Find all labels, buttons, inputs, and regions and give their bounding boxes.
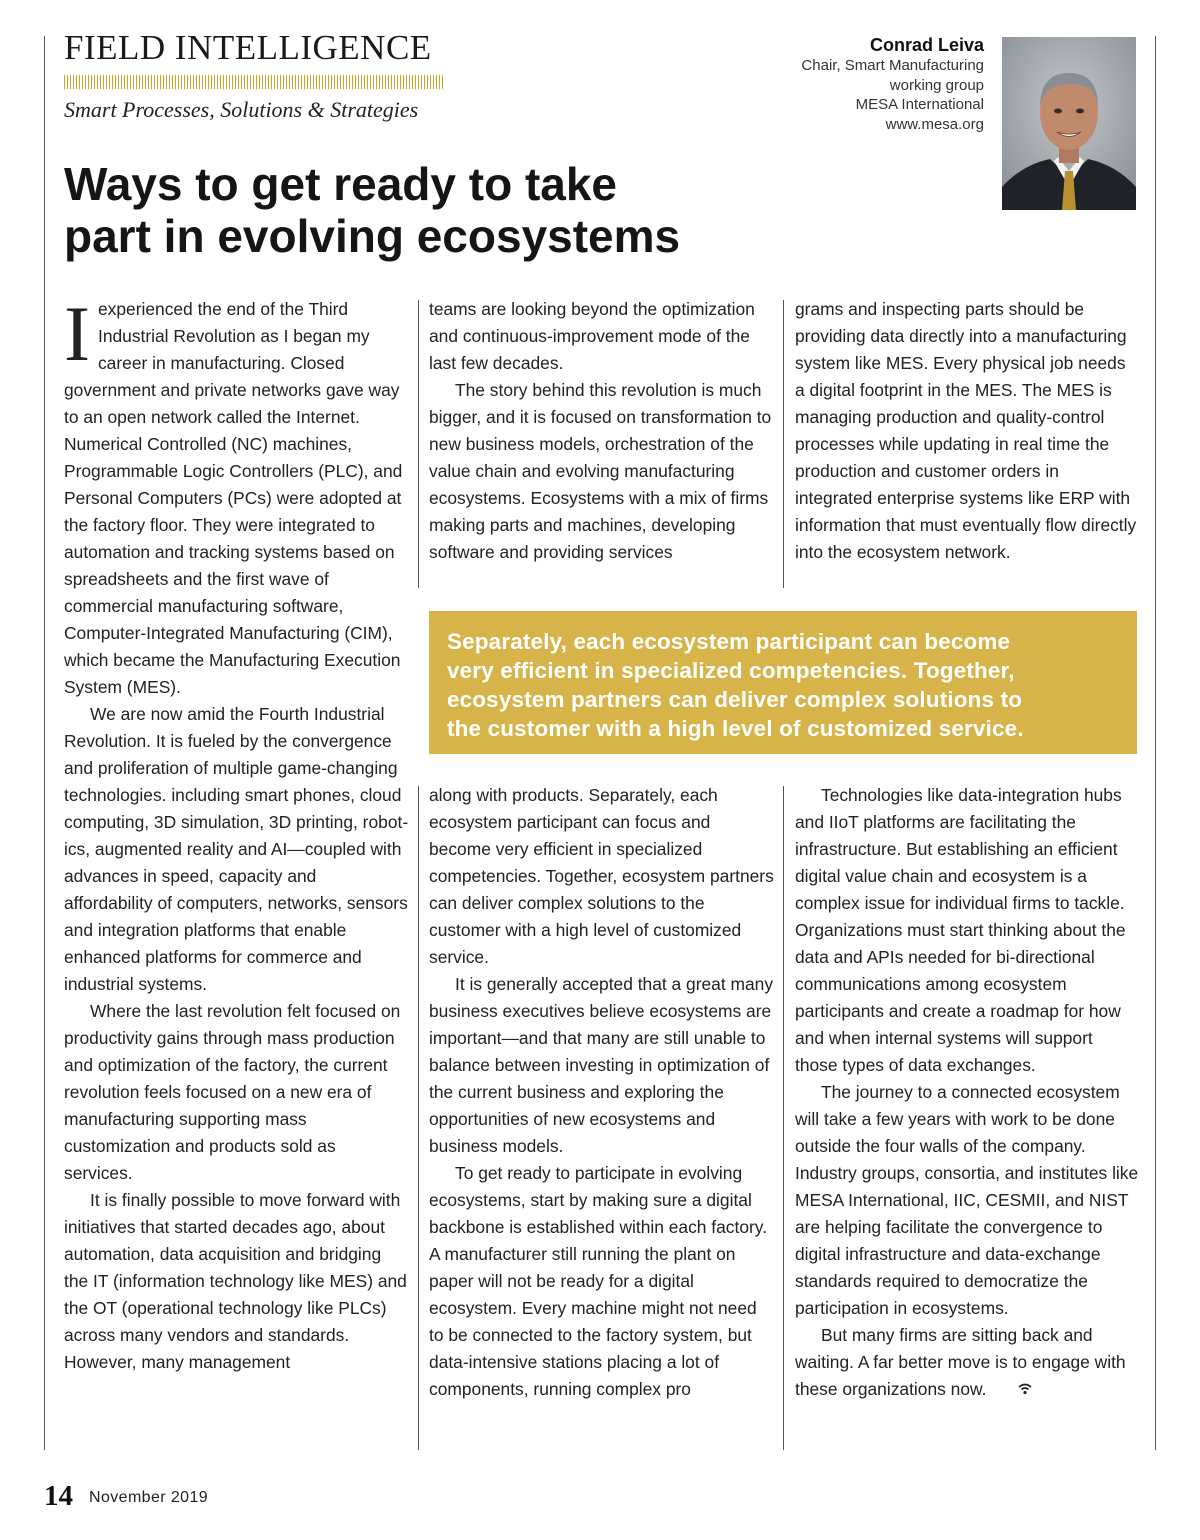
drop-cap: I bbox=[64, 290, 90, 377]
author-photo bbox=[1002, 37, 1136, 210]
issue-date: November 2019 bbox=[89, 1489, 209, 1506]
paragraph bbox=[64, 290, 409, 701]
paragraph: It is finally possible to move forward with initiatives that started decades ago, about automation, data acquisition and bridging the IT (information technology like MES) and the OT (operational technology like PLCs) across many vendors and standards. However, many management bbox=[64, 1190, 407, 1372]
article-column-3-top bbox=[795, 296, 1140, 566]
pull-quote-line-3: ecosystem partners can deliver complex solutions to bbox=[447, 687, 1023, 712]
column-divider-2-top bbox=[783, 300, 784, 588]
paragraph: The story behind this revolution is much bigger, and it is focused on transformation to new business models, orchestration of the value chain and evolving manufacturing ecosystems. Ecosystems with a mix of firms making parts and machines, developing software and providing services bbox=[429, 380, 772, 562]
paragraph-text: experienced the end of the Third Industrial Revolution as I began my career in manufacturing. Closed government and private networks gave way to an open network called the Internet. Numerical Controlled (NC) machines, Programmable Logic Controllers (PLC), and Personal Computers (PCs) were adopted at the factory floor. They were integrated to automation and tracking systems based on spreadsheets and the first wave of commercial manufacturing software, Computer-Integrated Manufacturing (CIM), which became the Manufacturing Execution System (MES). bbox=[64, 299, 403, 697]
author-portrait-image bbox=[1002, 37, 1136, 210]
paragraph bbox=[795, 1322, 1140, 1404]
paragraph: We are now amid the Fourth Industrial Revolution. It is fueled by the convergence and proliferation of multiple game-changing technologies. including smart phones, cloud computing, 3D simulation, 3D printing, robotics, augmented reality and AI—coupled with advances in speed, capacity and affordability of computers, networks, sensors and integration platforms that enable enhanced platforms for commerce and industrial systems. bbox=[64, 704, 409, 994]
section-subtitle: Smart Processes, Solutions & Strategies bbox=[64, 97, 419, 122]
paragraph: teams are looking beyond the optimization and continuous-improvement mode of the last few decades. bbox=[429, 299, 755, 373]
paragraph: along with products. Separately, each ecosystem participant can focus and become very efficient in specialized competencies. Together, ecosystem partners can deliver complex solutions to the customer with a high level of customized service. bbox=[429, 785, 774, 967]
headline-line-2: part in evolving ecosystems bbox=[64, 210, 681, 262]
decorative-hatch-rule bbox=[64, 75, 444, 89]
pull-quote bbox=[429, 611, 1137, 754]
column-divider-1-bottom bbox=[418, 786, 419, 1450]
article-column-2-top bbox=[429, 296, 774, 566]
author-title-line1: Chair, Smart Manufacturing bbox=[801, 57, 984, 74]
pull-quote-line-2: very efficient in specialized competencies. Together, bbox=[447, 658, 1015, 683]
paragraph: It is generally accepted that a great many business executives believe ecosystems are important—and that many are still unable to balance between investing in optimization of the current business and exploring the opportunities of new ecosystems and business models. bbox=[429, 974, 774, 1156]
article-headline bbox=[64, 158, 824, 262]
pull-quote-line-4: the customer with a high level of customized service. bbox=[447, 716, 1024, 741]
author-organization: MESA International bbox=[855, 96, 984, 113]
paragraph: Where the last revolution felt focused on productivity gains through mass production and optimization of the factory, the current revolution feels focused on a new era of manufacturing supporting mass customization and products sold as services. bbox=[64, 1001, 401, 1183]
paragraph-text: But many firms are sitting back and waiting. A far better move is to engage with these organizations now. bbox=[795, 1325, 1126, 1399]
author-block bbox=[801, 34, 984, 134]
author-website: www.mesa.org bbox=[885, 115, 984, 133]
page-border-left bbox=[44, 36, 45, 1450]
section-title: FIELD INTELLIGENCE bbox=[64, 28, 432, 67]
paragraph: To get ready to participate in evolving ecosystems, start by making sure a digital backbone is established within each factory. A manufacturer still running the plant on paper will not be ready for a digital ecosystem. Every machine might not need to be connected to the factory system, but data-intensive stations placing a lot of components, running complex pro bbox=[429, 1163, 768, 1399]
page-border-right bbox=[1155, 36, 1156, 1450]
author-title-line2: working group bbox=[889, 76, 984, 94]
paragraph: grams and inspecting parts should be providing data directly into a manufacturing system like MES. Every physical job needs a digital footprint in the MES. The MES is managing production and quality-control processes while updating in real time the production and customer orders in integrated enterprise systems like ERP with information that must eventually flow directly into the ecosystem network. bbox=[795, 299, 1137, 562]
paragraph: Technologies like data-integration hubs and IIoT platforms are facilitating the infrastructure. But establishing an efficient digital value chain and ecosystem is a complex issue for individual firms to tackle. Organizations must start thinking about the data and APIs needed for bi-directional communications among ecosystem participants and create a roadmap for how and when internal systems will support those types of data exchanges. bbox=[795, 785, 1126, 1075]
article-column-1 bbox=[64, 290, 409, 1376]
column-divider-1-top bbox=[418, 300, 419, 588]
page-number: 14 bbox=[44, 1480, 73, 1512]
pull-quote-line-1: Separately, each ecosystem participant can become bbox=[447, 629, 1011, 654]
headline-line-1: Ways to get ready to take bbox=[64, 158, 618, 210]
article-column-2-bottom bbox=[429, 782, 774, 1403]
end-of-article-icon bbox=[992, 1377, 1032, 1404]
paragraph: The journey to a connected ecosystem will take a few years with work to be done outside the four walls of the company. Industry groups, consortia, and institutes like MESA International, IIC, CESMII, and NIST are helping facilitate the convergence to digital infrastructure and data-exchange standards required to democratize the participation in ecosystems. bbox=[795, 1082, 1139, 1318]
article-column-3-bottom bbox=[795, 782, 1140, 1404]
author-name: Conrad Leiva bbox=[869, 35, 984, 55]
column-divider-2-bottom bbox=[783, 786, 784, 1450]
